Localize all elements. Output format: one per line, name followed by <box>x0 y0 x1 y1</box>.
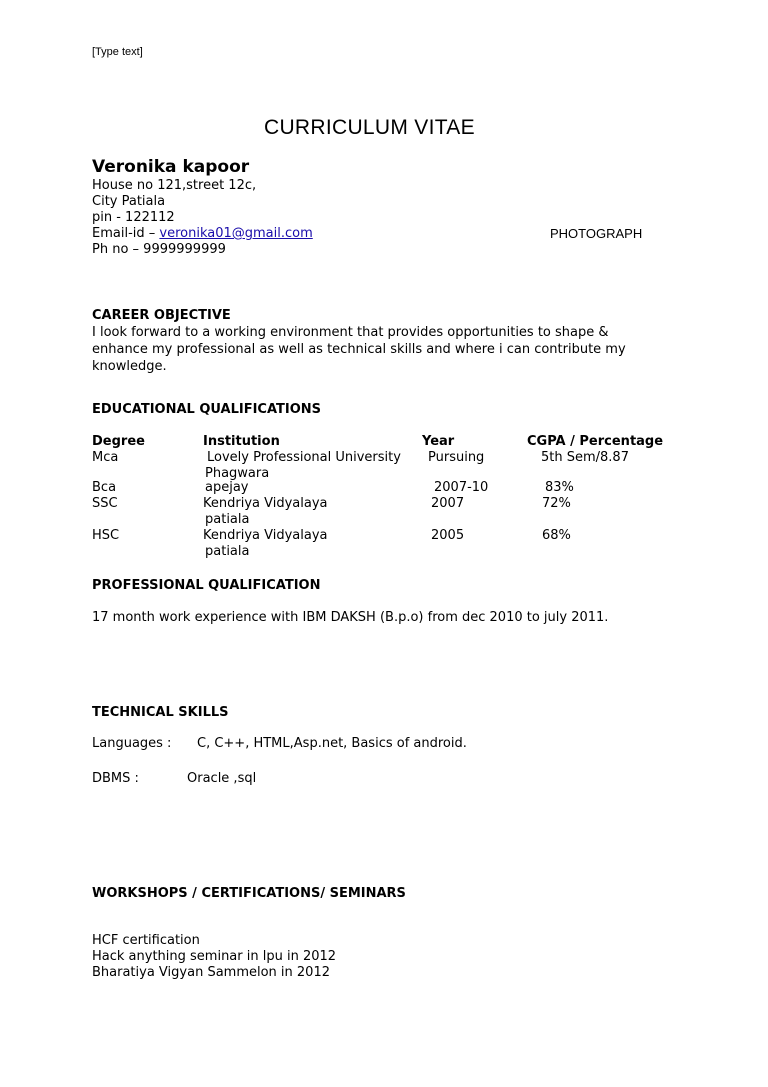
column-header-year: Year <box>422 434 455 449</box>
list-item: HCF certification <box>92 933 200 948</box>
row-institution-city: Phagwara <box>205 466 270 481</box>
row-institution: Lovely Professional University <box>207 450 401 465</box>
row-year: 2007-10 <box>434 480 489 495</box>
education-heading: EDUCATIONAL QUALIFICATIONS <box>92 402 322 417</box>
technical-skills-heading: TECHNICAL SKILLS <box>92 705 229 720</box>
workshops-list <box>92 933 336 981</box>
workshops-heading: WORKSHOPS / CERTIFICATIONS/ SEMINARS <box>92 886 406 901</box>
row-score: 5th Sem/8.87 <box>541 450 629 465</box>
career-objective-text: I look forward to a working environment that provides opportunities to shape & enhance my professional as well as technical skills and where i can contribute my knowledge. <box>92 325 626 374</box>
row-institution: apejay <box>205 480 249 495</box>
row-institution-city: patiala <box>205 512 250 527</box>
professional-text: 17 month work experience with IBM DAKSH (B.p.o) from dec 2010 to july 2011. <box>92 610 609 625</box>
email-label: Email-id – <box>92 226 160 241</box>
phone-line: Ph no – 9999999999 <box>92 242 226 257</box>
address-line-1: House no 121,street 12c, <box>92 178 257 193</box>
row-score: 72% <box>542 496 571 511</box>
header-placeholder: [Type text] <box>92 46 143 58</box>
column-header-institution: Institution <box>203 434 280 449</box>
languages-value: C, C++, HTML,Asp.net, Basics of android. <box>197 736 467 751</box>
row-institution-city: patiala <box>205 544 250 559</box>
candidate-name: Veronika kapoor <box>92 157 250 177</box>
email-link[interactable]: veronika01@gmail.com <box>159 226 313 241</box>
row-degree: HSC <box>92 528 120 543</box>
row-score: 83% <box>545 480 574 495</box>
document-title: CURRICULUM VITAE <box>264 116 475 139</box>
row-institution: Kendriya Vidyalaya <box>203 496 328 511</box>
list-item: Hack anything seminar in lpu in 2012 <box>92 949 337 964</box>
dbms-label: DBMS : <box>92 771 139 786</box>
photograph-placeholder: PHOTOGRAPH <box>550 226 643 241</box>
row-year: 2007 <box>431 496 465 511</box>
column-header-degree: Degree <box>92 434 145 449</box>
dbms-value: Oracle ,sql <box>187 771 257 786</box>
email-line <box>92 226 313 242</box>
career-objective-heading: CAREER OBJECTIVE <box>92 308 231 323</box>
row-degree: SSC <box>92 496 118 511</box>
column-header-score: CGPA / Percentage <box>527 434 664 449</box>
contact-block <box>92 178 313 258</box>
list-item: Bharatiya Vigyan Sammelon in 2012 <box>92 965 330 980</box>
row-score: 68% <box>542 528 571 543</box>
row-year: Pursuing <box>428 450 485 465</box>
pin-code: pin - 122112 <box>92 210 175 225</box>
professional-heading: PROFESSIONAL QUALIFICATION <box>92 578 321 593</box>
row-institution: Kendriya Vidyalaya <box>203 528 328 543</box>
row-year: 2005 <box>431 528 465 543</box>
row-degree: Bca <box>92 480 117 495</box>
row-degree: Mca <box>92 450 119 465</box>
languages-label: Languages : <box>92 736 172 751</box>
address-line-2: City Patiala <box>92 194 166 209</box>
